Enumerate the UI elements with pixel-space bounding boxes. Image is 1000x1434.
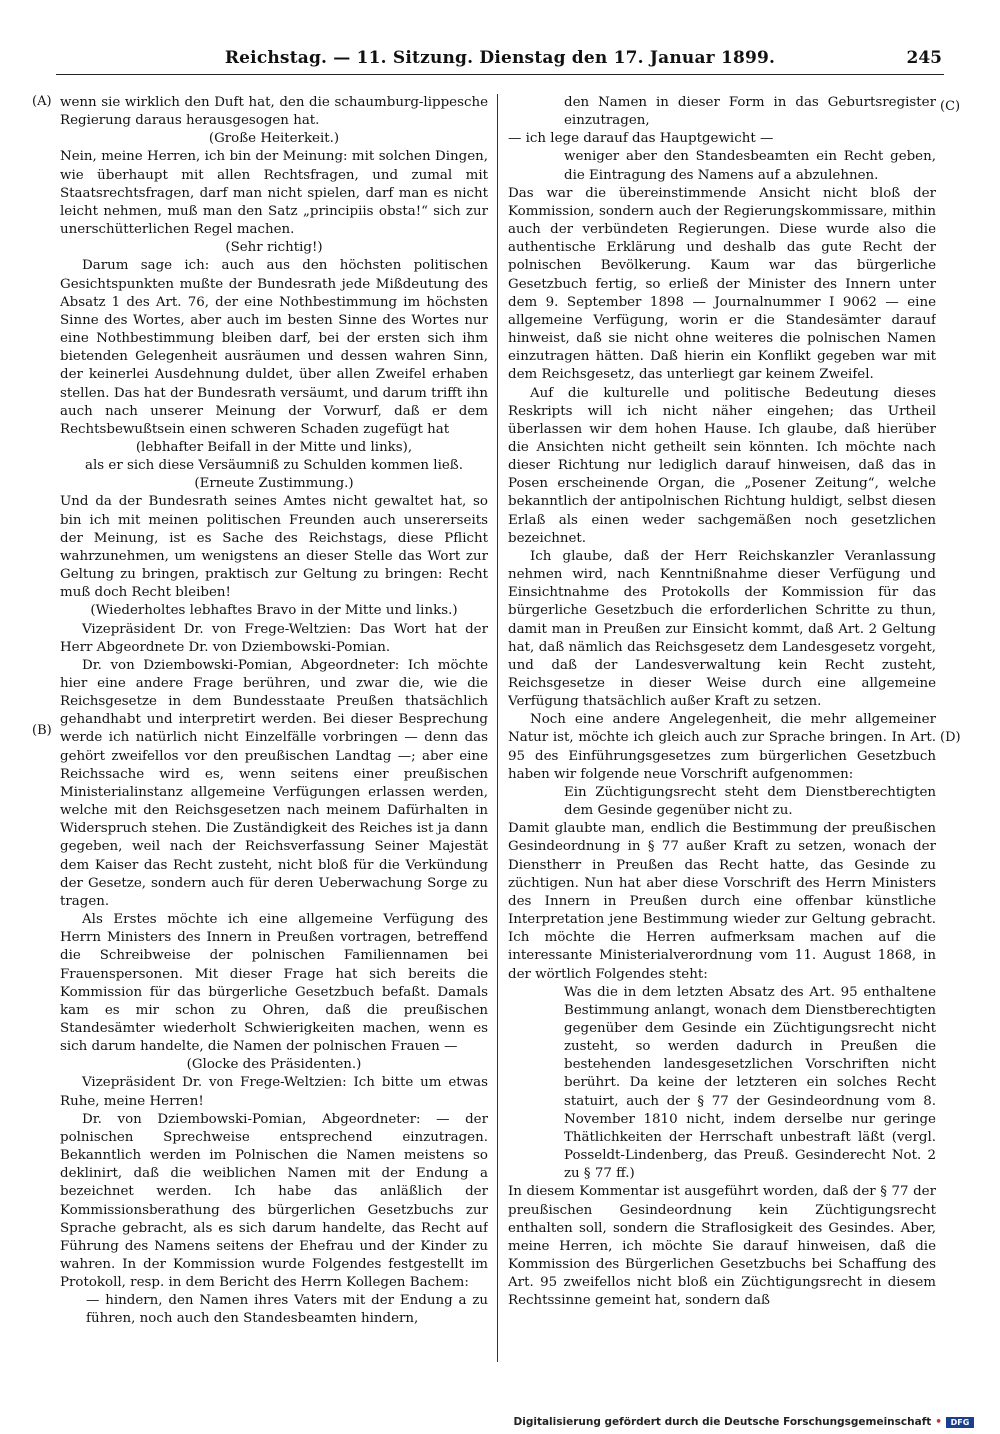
page-number: 245 bbox=[906, 48, 942, 68]
interjection: (Glocke des Präsidenten.) bbox=[186, 1057, 362, 1073]
margin-mark-c: (C) bbox=[940, 99, 961, 114]
paragraph: In diesem Kommentar ist ausgeführt worden, daß der § 77 der preußischen Gesindeordnung kein Züchtigungsrecht enthalten soll, sondern die Straflosigkeit des Gesindes. Aber, meine Herren, ich möchte Sie darauf hinweisen, daß die Kommission des Bürgerlichen Gesetzbuchs bei Schaffung des Art. 95 zweifellos nicht bloß ein Züchtigungsrecht in diesem Rechtssinne gemeint hat, sondern daß bbox=[508, 1184, 936, 1309]
paragraph: Auf die kulturelle und politische Bedeutung dieses Reskripts will ich nicht näher eingehen; das Urtheil überlassen wir dem hohen Hause. Ich glaube, daß hierüber die Ansichten nicht getheilt sein könnten. Ich möchte nach dieser Richtung nur lediglich darauf hinweisen, daß das in Posen erscheinende Organ, die „Posener Zeitung“, welche bekanntlich der antipolnischen Richtung huldigt, selbst diesen Erlaß als einen weder sachgemäßen noch gesetzlichen bezeichnet. bbox=[508, 385, 936, 546]
running-header bbox=[60, 46, 940, 72]
speaker-paragraph: Vizepräsident Dr. von Frege-Weltzien: Ich bitte um etwas Ruhe, meine Herren! bbox=[60, 1075, 488, 1109]
interjection: (Wiederholtes lebhaftes Bravo in der Mitte und links.) bbox=[90, 603, 458, 619]
interjection: (Große Heiterkeit.) bbox=[208, 131, 340, 147]
left-column bbox=[60, 94, 488, 1364]
paragraph: Damit glaubte man, endlich die Bestimmung der preußischen Gesindeordnung in § 77 außer Kraft zu setzen, wonach der Dienstherr in Preußen das Recht hatte, das Gesinde zu züchtigen. Nun hat aber diese Vorschrift des Herrn Ministers des Innern in Preußen durch eine offenbar künstliche Interpretation jene Bestimmung wieder zur Geltung gebracht. Ich möchte die Herren aufmerksam machen auf die interessante Ministerialverordnung vom 11. August 1868, in der wörtlich Folgendes steht: bbox=[508, 821, 936, 982]
quotation: Ein Züchtigungsrecht steht dem Dienstberechtigten dem Gesinde gegenüber nicht zu. bbox=[564, 784, 936, 819]
quotation: — hindern, den Namen ihres Vaters mit der Endung a zu führen, noch auch den Standesbeamten hindern, bbox=[86, 1293, 488, 1327]
quotation: den Namen in dieser Form in das Geburtsregister einzutragen, bbox=[564, 95, 936, 129]
dfg-logo: DFG bbox=[946, 1417, 974, 1428]
paragraph: Darum sage ich: auch aus den höchsten politischen Gesichtspunkten mußte der Bundesrath jede Mißdeutung des Absatz 1 des Art. 76, der eine Nothbestimmung im höchsten Sinne des Wortes, aber auch im besten Sinne des Wortes nur eine Nothbestimmung bleiben darf, bei der ersten sich ihm bietenden Gelegenheit ausräumen und dessen wahren Sinn, der keinerlei Ausdehnung duldet, über allen Zweifel erhaben stellen. Das hat der Bundesrath versäumt, und darum trifft ihn auch nach unserer Meinung der Vorwurf, daß er dem Rechtsbewußtsein einen schweren Schaden zugefügt hat bbox=[60, 258, 488, 437]
separator-dot-icon: • bbox=[935, 1416, 942, 1428]
interjection: (Sehr richtig!) bbox=[225, 240, 323, 256]
paragraph: Und da der Bundesrath seines Amtes nicht gewaltet hat, so bin ich mit meinen politischen Freunden auch unsererseits der Meinung, ist es Sache des Reichstags, diese Pflicht wahrzunehmen, um wenigstens an dieser Stelle das Wort zur Geltung zu bringen, praktisch zur Geltung zu bringen: Recht muß doch Recht bleiben! bbox=[60, 494, 488, 601]
paragraph: Nein, meine Herren, ich bin der Meinung: mit solchen Dingen, wie überhaupt mit allen Rechtsfragen, und zumal mit Staatsrechtsfragen, darf man nicht spielen, darf man es nicht leicht nehmen, muß man den Satz „principiis obsta!“ sich zur unerschütterlichen Regel machen. bbox=[60, 149, 488, 238]
aside: — ich lege darauf das Hauptgewicht — bbox=[508, 131, 774, 147]
speaker-paragraph: Vizepräsident Dr. von Frege-Weltzien: Das Wort hat der Herr Abgeordnete Dr. von Dziembowski-Pomian. bbox=[60, 621, 488, 655]
paragraph: Das war die übereinstimmende Ansicht nicht bloß der Kommission, sondern auch der Regierungskommissare, mithin auch der verbündeten Regierungen. Diese wurde also die authentische Erklärung und deshalb das gute Recht der polnischen Bevölkerung. Kaum war das bürgerliche Gesetzbuch fertig, so erließ der Minister des Innern unter dem 9. September 1898 — Journalnummer I 9062 — eine allgemeine Verfügung, worin er die Standesämter darauf hinweist, daß sie nicht ohne weiteres die polnischen Namen einzutragen hätten. Daß hierin ein Konflikt gegeben war mit dem Reichsgesetz, das unterliegt gar keinem Zweifel. bbox=[508, 185, 936, 383]
header-title: Reichstag. — 11. Sitzung. Dienstag den 17. Januar 1899. bbox=[224, 48, 776, 68]
interjection: (lebhafter Beifall in der Mitte und links), bbox=[135, 439, 413, 455]
paragraph: als er sich diese Versäumniß zu Schulden kommen ließ. bbox=[85, 458, 463, 474]
column-divider bbox=[497, 94, 498, 1362]
speaker-paragraph: Dr. von Dziembowski-Pomian, Abgeordneter: Ich möchte hier eine andere Frage berühren, und zwar die, wie die Reichsgesetze in dem Bundesstaate Preußen thatsächlich gehandhabt und interpretirt werden. Bei dieser Besprechung werde ich natürlich nicht Einzelfälle vorbringen — denn das gehört zweifellos vor den preußischen Landtag —; aber eine Reichssache wird es, wenn seitens einer preußischen Ministerialinstanz allgemeine Verfügungen erlassen werden, welche mit den Reichsgesetzen nach meinem Dafürhalten in Widerspruch stehen. Die Zuständigkeit des Reiches ist ja dann gegeben, weil nach der Reichsverfassung Seiner Majestät dem Kaiser das Recht zusteht, nicht bloß für die Verkündung der Gesetze, sondern auch für deren Ueberwachung Sorge zu tragen. bbox=[60, 657, 488, 909]
margin-mark-a: (A) bbox=[32, 94, 52, 109]
interjection: (Erneute Zustimmung.) bbox=[194, 476, 354, 492]
header-rule bbox=[56, 74, 944, 75]
paragraph: wenn sie wirklich den Duft hat, den die schaumburg-lippesche Regierung daraus herausgesogen hat. bbox=[60, 95, 488, 129]
right-column bbox=[508, 94, 936, 1364]
paragraph: Ich glaube, daß der Herr Reichskanzler Veranlassung nehmen wird, nach Kenntnißnahme dieser Verfügung und Einsichtnahme des Protokolls der Kommission für das bürgerliche Gesetzbuch die erforderlichen Schritte zu thun, damit man in Preußen zur Einsicht kommt, daß Art. 2 Geltung hat, daß nämlich das Reichsgesetz dem Landesgesetz vorgeht, und daß der Landesverwaltung kein Recht zusteht, Reichsgesetze in dieser Weise durch eine allgemeine Verfügung thatsächlich außer Kraft zu setzen. bbox=[508, 548, 936, 710]
paragraph: Noch eine andere Angelegenheit, die mehr allgemeiner Natur ist, möchte ich gleich auch zur Sprache bringen. In Art. 95 des Einführungsgesetzes zum bürgerlichen Gesetzbuch haben wir folgende neue Vorschrift aufgenommen: bbox=[508, 712, 936, 782]
speaker-paragraph: Dr. von Dziembowski-Pomian, Abgeordneter: — der polnischen Sprechweise entsprechend einzutragen. Bekanntlich werden im Polnischen die Namen meistens so deklinirt, daß die weiblichen Namen mit der Endung a bezeichnet werden. Ich habe das anläßlich der Kommissionsberathung des bürgerlichen Gesetzbuchs zur Sprache gebracht, als es sich darum handelte, das Recht auf Führung des Namens seitens der Ehefrau und der Kinder zu wahren. In der Kommission wurde Folgendes festgestellt im Protokoll, resp. in dem Bericht des Herrn Kollegen Bachem: bbox=[60, 1111, 488, 1291]
margin-mark-d: (D) bbox=[940, 730, 961, 745]
quotation: weniger aber den Standesbeamten ein Recht geben, die Eintragung des Namens auf a abzulehnen. bbox=[564, 149, 936, 183]
paragraph: Als Erstes möchte ich eine allgemeine Verfügung des Herrn Ministers des Innern in Preußen vortragen, betreffend die Schreibweise der polnischen Familiennamen bei Frauenspersonen. Mit dieser Frage hat sich bereits die Kommission für das bürgerliche Gesetzbuch befaßt. Damals kam es mir schon zu Ohren, daß die preußischen Standesämter wiederholt Schwierigkeiten machen, wenn es sich darum handelte, die Namen der polnischen Frauen — bbox=[60, 912, 488, 1055]
quotation: Was die in dem letzten Absatz des Art. 95 enthaltene Bestimmung anlangt, wonach dem Dienstberechtigten gegenüber dem Gesinde ein Züchtigungsrecht nicht zusteht, so werden dadurch in Preußen die bestehenden landesgesetzlichen Vorschriften nicht berührt. Da keine der letzteren ein solches Recht statuirt, auch der § 77 der Gesindeordnung vom 8. November 1810 nicht, indem derselbe nur geringe Thätlichkeiten der Herrschaft unbestraft läßt (vergl. Posseldt-Lindenberg, das Preuß. Gesinderecht Not. 2 zu § 77 ff.) bbox=[564, 984, 936, 1182]
footer-text: Digitalisierung gefördert durch die Deutsche Forschungsgemeinschaft bbox=[513, 1416, 932, 1428]
margin-mark-b: (B) bbox=[32, 723, 52, 738]
digitization-credit bbox=[514, 1416, 974, 1428]
